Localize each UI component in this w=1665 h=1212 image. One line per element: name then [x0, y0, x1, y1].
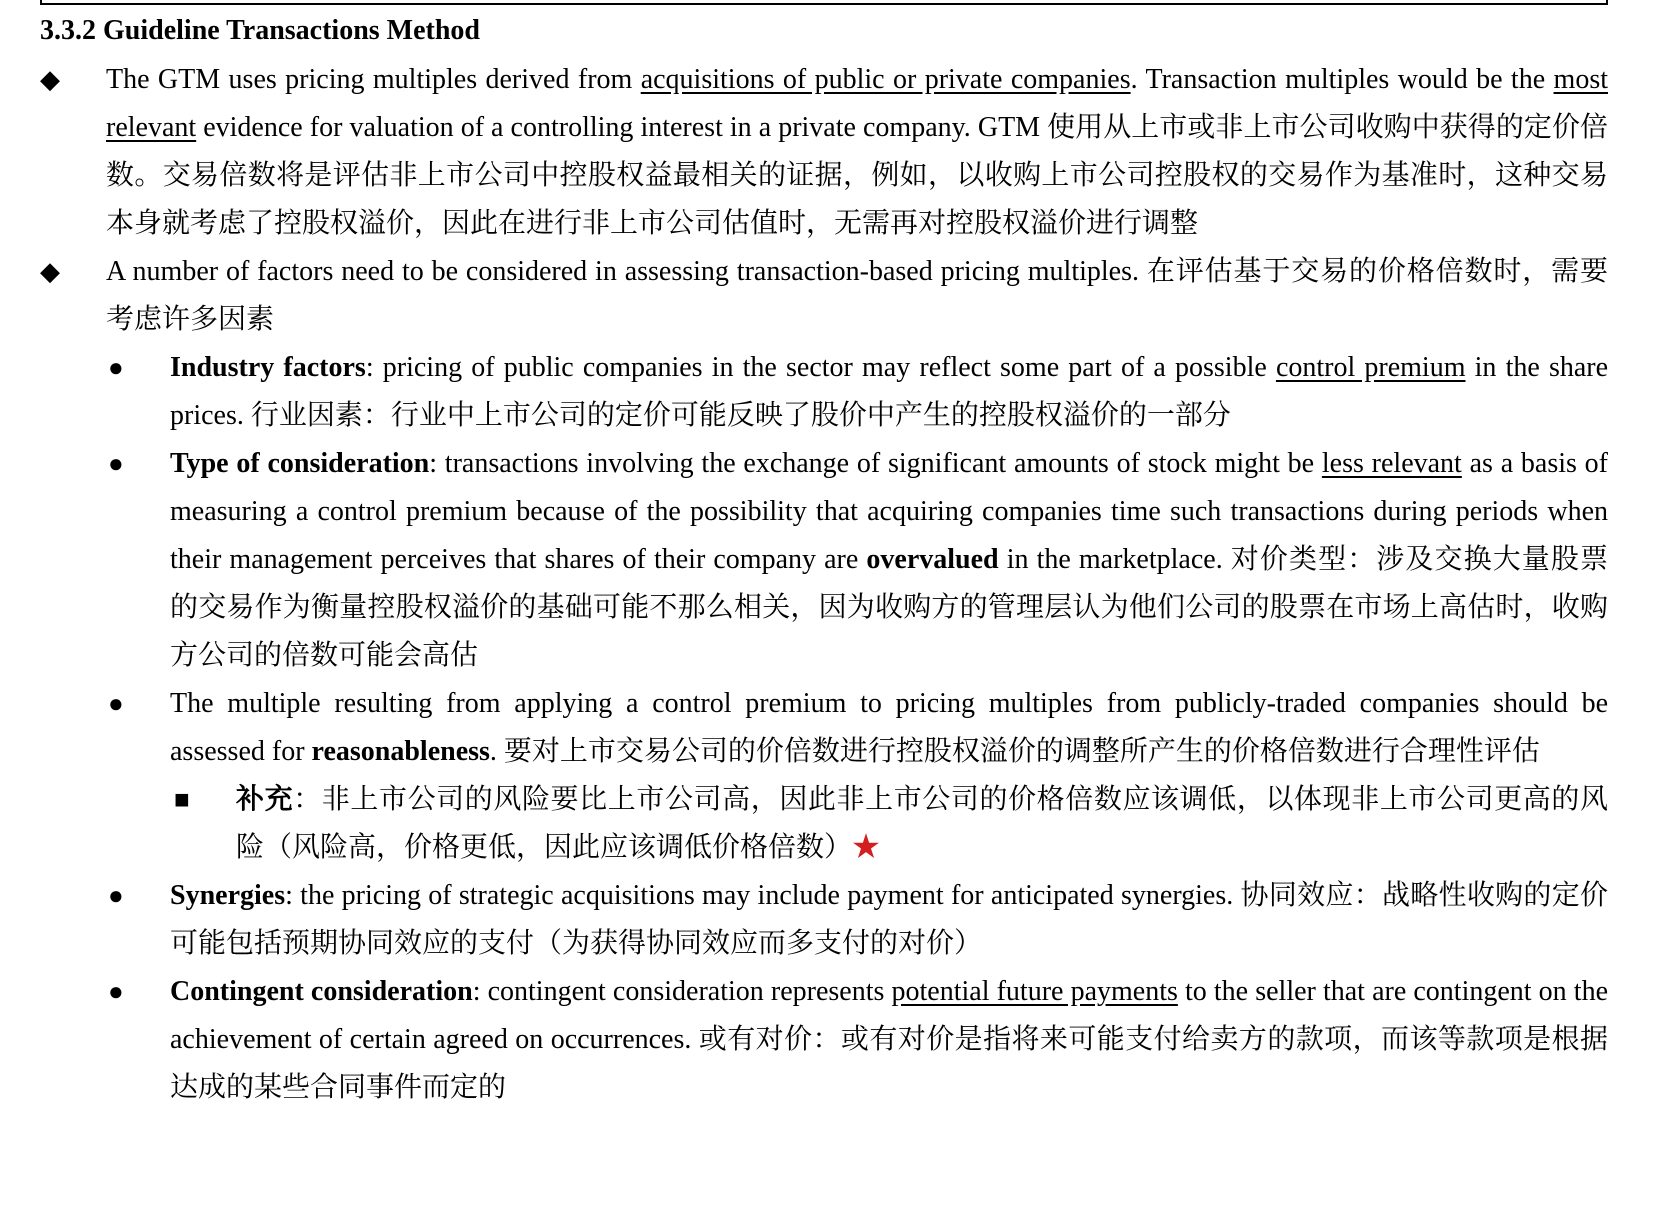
- paragraph: [106, 56, 1608, 248]
- star-icon: ★: [852, 832, 881, 863]
- dot-bullet-icon: ●: [108, 881, 124, 910]
- paragraph: [170, 872, 1608, 968]
- underlined-text: less relevant: [1321, 448, 1462, 479]
- underlined-text: control premium: [1275, 352, 1466, 383]
- text-run: . Transaction multiples would be the: [1130, 64, 1554, 95]
- text-run: as a basis of measuring a control premium because of the possibility that acquiring companies time such transactions during periods when their management perceives that shares of their company are: [170, 448, 1609, 575]
- paragraph: [106, 248, 1608, 344]
- paragraph: [170, 680, 1608, 776]
- list-item-type-of-consideration: [40, 440, 1608, 680]
- text-run: : contingent consideration represents: [472, 976, 892, 1007]
- list-item-reasonableness: [40, 680, 1608, 776]
- text-run: The multiple resulting from applying a control premium to pricing multiples from publicly-traded companies should be assessed for: [170, 688, 1608, 767]
- bold-term: overvalued: [866, 544, 999, 575]
- text-run: : transactions involving the exchange of significant amounts of stock might be: [429, 448, 1322, 479]
- underlined-text: acquisitions of public or private companies: [640, 64, 1131, 95]
- list-item-industry-factors: [40, 344, 1608, 440]
- list-item-gtm-definition: [40, 56, 1608, 248]
- paragraph: [236, 776, 1608, 872]
- paragraph: [170, 344, 1608, 440]
- dot-bullet-icon: ●: [108, 353, 124, 382]
- diamond-bullet-icon: ◆: [40, 257, 60, 286]
- document-page: [40, 10, 1608, 1112]
- square-bullet-icon: ■: [174, 785, 190, 814]
- bold-term: Contingent consideration: [170, 976, 473, 1007]
- text-run: : pricing of public companies in the sector may reflect some part of a possible: [365, 352, 1276, 383]
- bold-term: reasonableness: [311, 736, 490, 767]
- paragraph: [170, 968, 1608, 1112]
- section-heading: 3.3.2 Guideline Transactions Method: [40, 15, 481, 46]
- list-item-synergies: [40, 872, 1608, 968]
- list-item-supplement: [40, 776, 1608, 872]
- list-item-factors-intro: [40, 248, 1608, 344]
- text-run: to the seller that are contingent on the achievement of certain agreed on occurrences. 或有对价：或有对价是指将来可能支付给卖方的款项，而该等款项是根据达成的某些合同事件而定的: [170, 976, 1609, 1103]
- paragraph: [170, 440, 1608, 680]
- bold-term: Synergies: [170, 880, 286, 911]
- underlined-text: potential future payments: [891, 976, 1178, 1007]
- text-run: evidence for valuation of a controlling interest in a private company. GTM 使用从上市或非上市公司收购中获得的定价倍数。交易倍数将是评估非上市公司中控股权益最相关的证据，例如，以收购上市公司控股权的交易作为基准时，这种交易本身就考虑了控股权溢价，因此在进行非上市公司估值时，无需再对控股权溢价进行调整: [106, 112, 1608, 239]
- text-run: : the pricing of strategic acquisitions may include payment for anticipated synergies. 协同效应：战略性收购的定价可能包括预期协同效应的支付（为获得协同效应而多支付的对价）: [170, 880, 1608, 959]
- text-run: . 要对上市交易公司的价倍数进行控股权溢价的调整所产生的价格倍数进行合理性评估: [489, 736, 1540, 767]
- bold-term: Type of consideration: [170, 448, 430, 479]
- text-run: ：非上市公司的风险要比上市公司高，因此非上市公司的价格倍数应该调低，以体现非上市公司更高的风险（风险高，价格更低，因此应该调低价格倍数）: [236, 784, 1608, 863]
- diamond-bullet-icon: ◆: [40, 65, 60, 94]
- dot-bullet-icon: ●: [108, 689, 124, 718]
- top-frame-rule: [40, 0, 1608, 5]
- underlined-text: most relevant: [106, 64, 1609, 143]
- dot-bullet-icon: ●: [108, 449, 124, 478]
- text-run: in the marketplace. 对价类型：涉及交换大量股票的交易作为衡量控股权溢价的基础可能不那么相关，因为收购方的管理层认为他们公司的股票在市场上高估时，收购方公司的倍数可能会高估: [170, 544, 1608, 671]
- bold-term: 补充: [236, 784, 294, 815]
- text-run: The GTM uses pricing multiples derived from: [106, 64, 641, 95]
- dot-bullet-icon: ●: [108, 977, 124, 1006]
- bold-term: Industry factors: [170, 352, 366, 383]
- text-run: in the share prices. 行业因素：行业中上市公司的定价可能反映了股价中产生的控股权溢价的一部分: [170, 352, 1609, 431]
- list-item-contingent-consideration: [40, 968, 1608, 1112]
- text-run: A number of factors need to be considered in assessing transaction-based pricing multiples. 在评估基于交易的价格倍数时，需要考虑许多因素: [106, 256, 1608, 335]
